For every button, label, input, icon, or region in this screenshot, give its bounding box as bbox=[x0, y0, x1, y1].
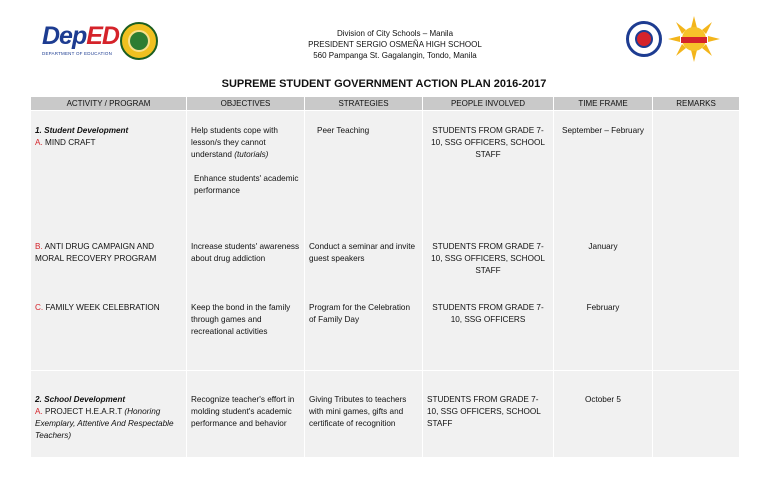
division-line: Division of City Schools – Manila bbox=[336, 29, 454, 38]
strategy-cell: Conduct a seminar and invite guest speakers bbox=[305, 221, 423, 293]
time-frame-cell: October 5 bbox=[554, 371, 653, 457]
column-header-time-frame: TIME FRAME bbox=[554, 97, 653, 111]
table-row bbox=[31, 293, 740, 371]
deped-logo-subtitle: DEPARTMENT OF EDUCATION bbox=[42, 51, 113, 56]
activity-cell bbox=[31, 221, 187, 293]
time-frame-cell: February bbox=[554, 293, 653, 371]
item-letter: B. bbox=[35, 241, 43, 251]
table-row bbox=[31, 221, 740, 293]
strategy-cell: Program for the Celebration of Family Day bbox=[305, 293, 423, 371]
objective-note: (tutorials) bbox=[234, 150, 269, 159]
section-heading: 2. School Development bbox=[35, 395, 126, 404]
activity-name: ANTI DRUG CAMPAIGN AND MORAL RECOVERY PROGRAM bbox=[35, 241, 157, 263]
activity-cell bbox=[31, 293, 187, 371]
people-cell: STUDENTS FROM GRADE 7-10, SSG OFFICERS, SCHOOL STAFF bbox=[423, 371, 554, 457]
remarks-cell bbox=[653, 371, 740, 457]
objectives-cell: Keep the bond in the family through games and recreational activities bbox=[187, 293, 305, 371]
time-frame-cell: September – February bbox=[554, 111, 653, 221]
activity-name: FAMILY WEEK CELEBRATION bbox=[45, 302, 160, 312]
sun-emblem-icon bbox=[668, 16, 720, 62]
objectives-cell bbox=[187, 111, 305, 221]
school-name: PRESIDENT SERGIO OSMEÑA HIGH SCHOOL bbox=[308, 40, 482, 49]
item-letter: A. bbox=[35, 138, 43, 147]
deped-logo bbox=[42, 22, 119, 62]
objective-text: Enhance students' academic performance bbox=[194, 174, 299, 195]
table-header-row bbox=[31, 97, 740, 111]
deped-logo-text: DepED bbox=[42, 22, 119, 50]
activity-cell bbox=[31, 371, 187, 457]
table-row bbox=[31, 111, 740, 221]
people-cell: STUDENTS FROM GRADE 7-10, SSG OFFICERS bbox=[423, 293, 554, 371]
action-plan-table bbox=[30, 96, 740, 457]
manila-seal-icon bbox=[626, 21, 662, 57]
people-cell: STUDENTS FROM GRADE 7-10, SSG OFFICERS, SCHOOL STAFF bbox=[423, 221, 554, 293]
column-header-strategies: STRATEGIES bbox=[305, 97, 423, 111]
item-letter: A. bbox=[35, 407, 43, 416]
school-seal-icon bbox=[120, 22, 158, 60]
strategy-text: Peer Teaching bbox=[317, 126, 370, 135]
section-heading: 1. Student Development bbox=[35, 126, 129, 135]
remarks-cell bbox=[653, 221, 740, 293]
document-letterhead bbox=[250, 28, 540, 61]
activity-name: MIND CRAFT bbox=[45, 138, 96, 147]
activity-note: (Honoring Exemplary, Attentive And Respectable Teachers) bbox=[35, 407, 174, 440]
school-address: 560 Pampanga St. Gagalangin, Tondo, Manila bbox=[313, 51, 477, 60]
objectives-cell: Increase students' awareness about drug addiction bbox=[187, 221, 305, 293]
table-row bbox=[31, 371, 740, 457]
strategy-cell bbox=[305, 111, 423, 221]
people-cell: STUDENTS FROM GRADE 7-10, SSG OFFICERS, SCHOOL STAFF bbox=[423, 111, 554, 221]
objectives-cell: Recognize teacher's effort in molding student's academic performance and behavior bbox=[187, 371, 305, 457]
column-header-remarks: REMARKS bbox=[653, 97, 740, 111]
strategy-cell: Giving Tributes to teachers with mini games, gifts and certificate of recognition bbox=[305, 371, 423, 457]
item-letter: C. bbox=[35, 302, 44, 312]
column-header-people: PEOPLE INVOLVED bbox=[423, 97, 554, 111]
column-header-activity: ACTIVITY / PROGRAM bbox=[31, 97, 187, 111]
remarks-cell bbox=[653, 293, 740, 371]
column-header-objectives: OBJECTIVES bbox=[187, 97, 305, 111]
activity-name: PROJECT H.E.A.R.T bbox=[45, 407, 123, 416]
time-frame-cell: January bbox=[554, 221, 653, 293]
document-title: SUPREME STUDENT GOVERNMENT ACTION PLAN 2016-2017 bbox=[221, 78, 547, 90]
remarks-cell bbox=[653, 111, 740, 221]
objective-text: Help students cope with lesson/s they cannot understand bbox=[191, 126, 278, 159]
activity-cell bbox=[31, 111, 187, 221]
